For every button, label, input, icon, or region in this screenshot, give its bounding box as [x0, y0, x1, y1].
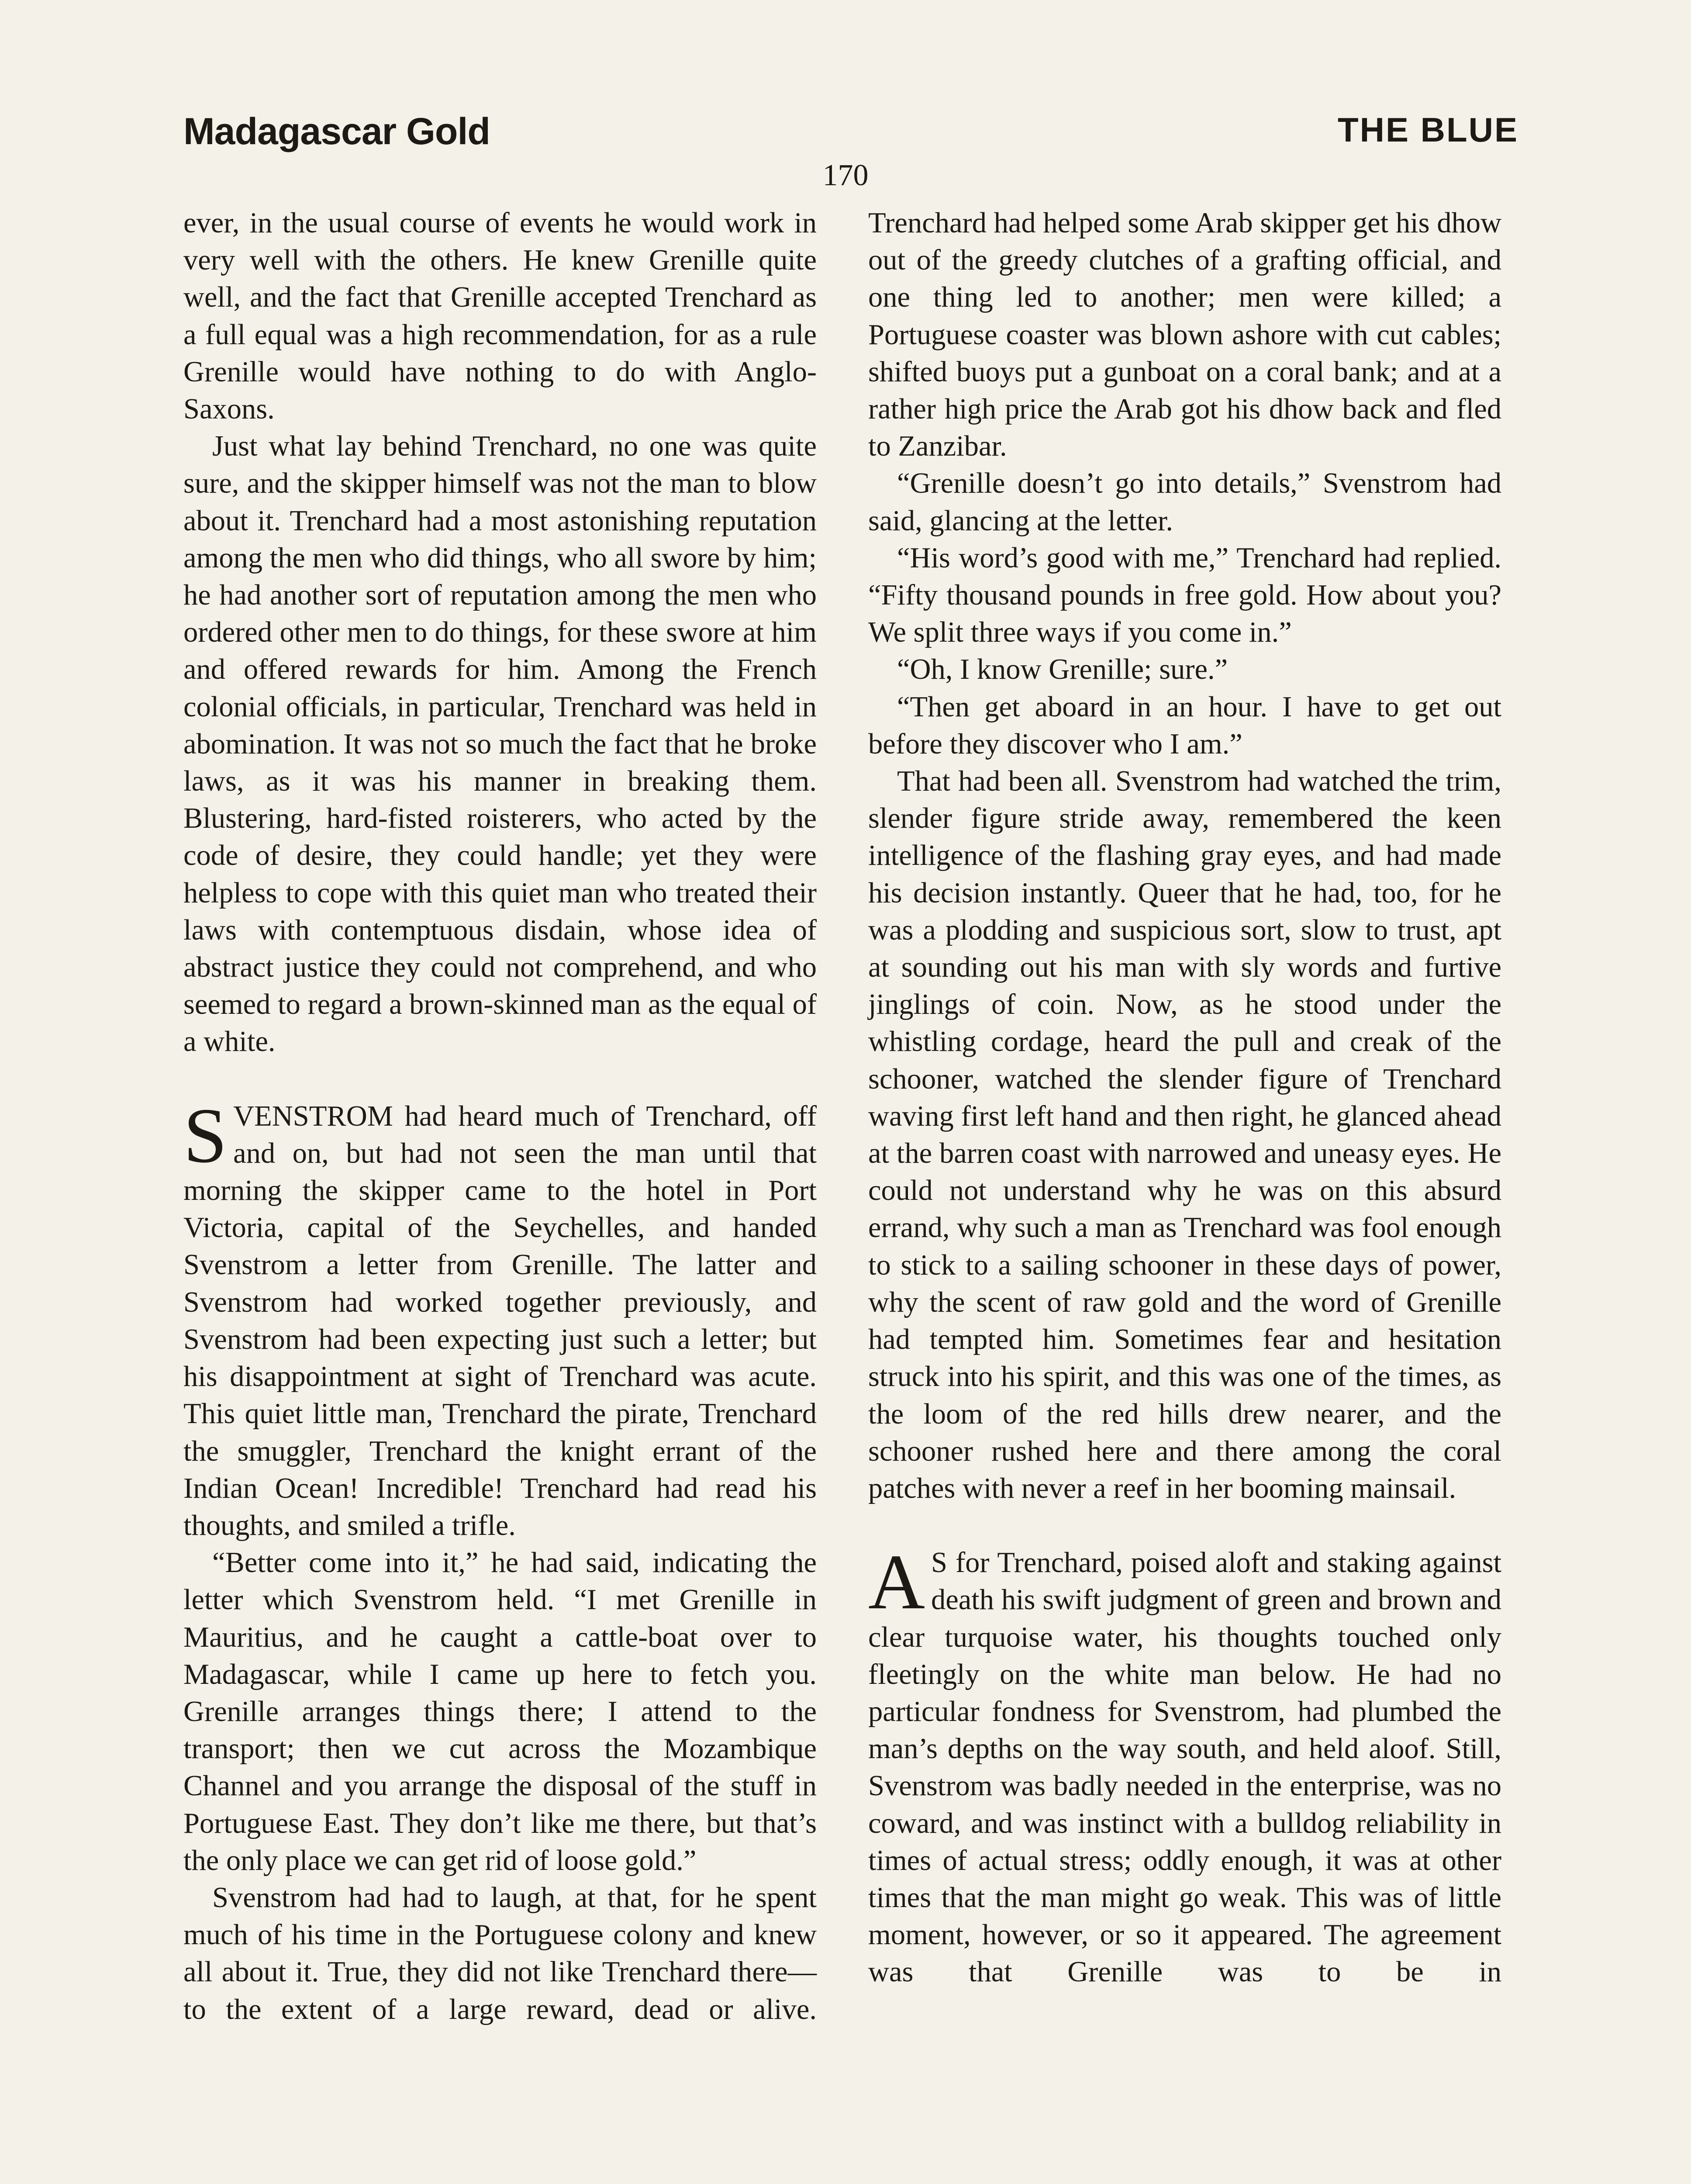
- right-column: [868, 204, 1501, 1991]
- paragraph: Svenstrom had had to laugh, at that, for he spent much of his time in the Portuguese colony and knew all about it. True, they did not like Trenchard there—to the extent of a large reward, dead or alive.: [183, 1881, 817, 2025]
- paragraph: Trenchard had helped some Arab skipper get his dhow out of the greedy clutches of a grafting official, and one thing led to another; men were killed; a Portuguese coaster was blown ashore with cut cables; shifted buoys put a gunboat on a coral bank; and at a rather high price the Arab got his dhow back and fled to Zanzibar.: [868, 207, 1501, 463]
- left-column: [183, 204, 817, 2028]
- drop-cap: S: [183, 1092, 228, 1179]
- paragraph: “His word’s good with me,” Trenchard had replied. “Fifty thousand pounds in free gold. How about you? We split three ways if you come in.”: [868, 542, 1501, 649]
- paragraph: Just what lay behind Trenchard, no one was quite sure, and the skipper himself was not the man to blow about it. Trenchard had a most astonishing reputation among the men who did things, who all swore by him; he had another sort of reputation among the men who ordered other men to do things, for these swore at him and offered rewards for him. Among the French colonial officials, in particular, Trenchard was held in abomination. It was not so much the fact that he broke laws, as it was his manner in breaking them. Blustering, hard-fisted roisterers, who acted by the code of desire, they could handle; yet they were helpless to cope with this quiet man who treated their laws with contemptuous disdain, whose idea of abstract justice they could not comprehend, and who seemed to regard a brown-skinned man as the equal of a white.: [183, 430, 817, 1058]
- magazine-title: THE BLUE: [1338, 111, 1518, 149]
- paragraph-text: VENSTROM had heard much of Trenchard, off and on, but had not seen the man until that morning the skipper came to the hotel in Port Victoria, capital of the Seychelles, and handed Svenstrom a letter from Grenille. The latter and Svenstrom had worked together previously, and Svenstrom had been expecting just such a letter; but his disappointment at sight of Trenchard was acute. This quiet little man, Trenchard the pirate, Trenchard the smuggler, Trenchard the knight errant of the Indian Ocean! Incredible! Trenchard had read his thoughts, and smiled a trifle.: [183, 1100, 817, 1541]
- paragraph: “Then get aboard in an hour. I have to get out before they discover who I am.”: [868, 691, 1501, 760]
- drop-cap: A: [868, 1538, 925, 1626]
- page-number: 170: [822, 159, 869, 192]
- section-paragraph: [183, 1092, 817, 1544]
- paragraph: “Better come into it,” he had said, indicating the letter which Svenstrom held. “I met Grenille in Mauritius, and he caught a cattle-boat over to Madagascar, while I came up here to fetch you. Grenille arranges things there; I attend to the transport; then we cut across the Mozambique Channel and you arrange the disposal of the stuff in Portuguese East. They don’t like me there, but that’s the only place we can get rid of loose gold.”: [183, 1547, 817, 1876]
- story-title: Madagascar Gold: [183, 111, 490, 152]
- paragraph: ever, in the usual course of events he would work in very well with the others. He knew Grenille quite well, and the fact that Grenille accepted Trenchard as a full equal was a high recommendation, for as a rule Grenille would have nothing to do with Anglo-Saxons.: [183, 207, 817, 425]
- paragraph: That had been all. Svenstrom had watched the trim, slender figure stride away, remembered the keen intelligence of the flashing gray eyes, and had made his decision instantly. Queer that he had, too, for he was a plodding and suspicious sort, slow to trust, apt at sounding out his man with sly words and furtive jinglings of coin. Now, as he stood under the whistling cordage, heard the pull and creak of the schooner, watched the slender figure of Trenchard waving first left hand and then right, he glanced ahead at the barren coast with narrowed and uneasy eyes. He could not understand why he was on this absurd errand, why such a man as Trenchard was fool enough to stick to a sailing schooner in these days of power, why the scent of raw gold and the word of Grenille had tempted him. Sometimes fear and hesitation struck into his spirit, and this was one of the times, as the loom of the red hills drew nearer, and the schooner rushed here and there among the coral patches with never a reef in her booming mainsail.: [868, 765, 1501, 1504]
- section-paragraph: [868, 1538, 1501, 1990]
- paragraph: “Oh, I know Grenille; sure.”: [897, 653, 1228, 686]
- paragraph-text: S for Trenchard, poised aloft and staking against death his swift judgment of green and brown and clear turquoise water, his thoughts touched only fleetingly on the white man below. He had no particular fondness for Svenstrom, had plumbed the man’s depths on the way south, and held aloof. Still, Svenstrom was badly needed in the enterprise, was no coward, and was instinct with a bulldog reliability in times of actual stress; oddly enough, it was at other times that the man might go weak. This was of little moment, however, or so it appeared. The agreement was that Grenille was to be in: [868, 1547, 1501, 1988]
- paragraph: “Grenille doesn’t go into details,” Svenstrom had said, glancing at the letter.: [868, 467, 1501, 537]
